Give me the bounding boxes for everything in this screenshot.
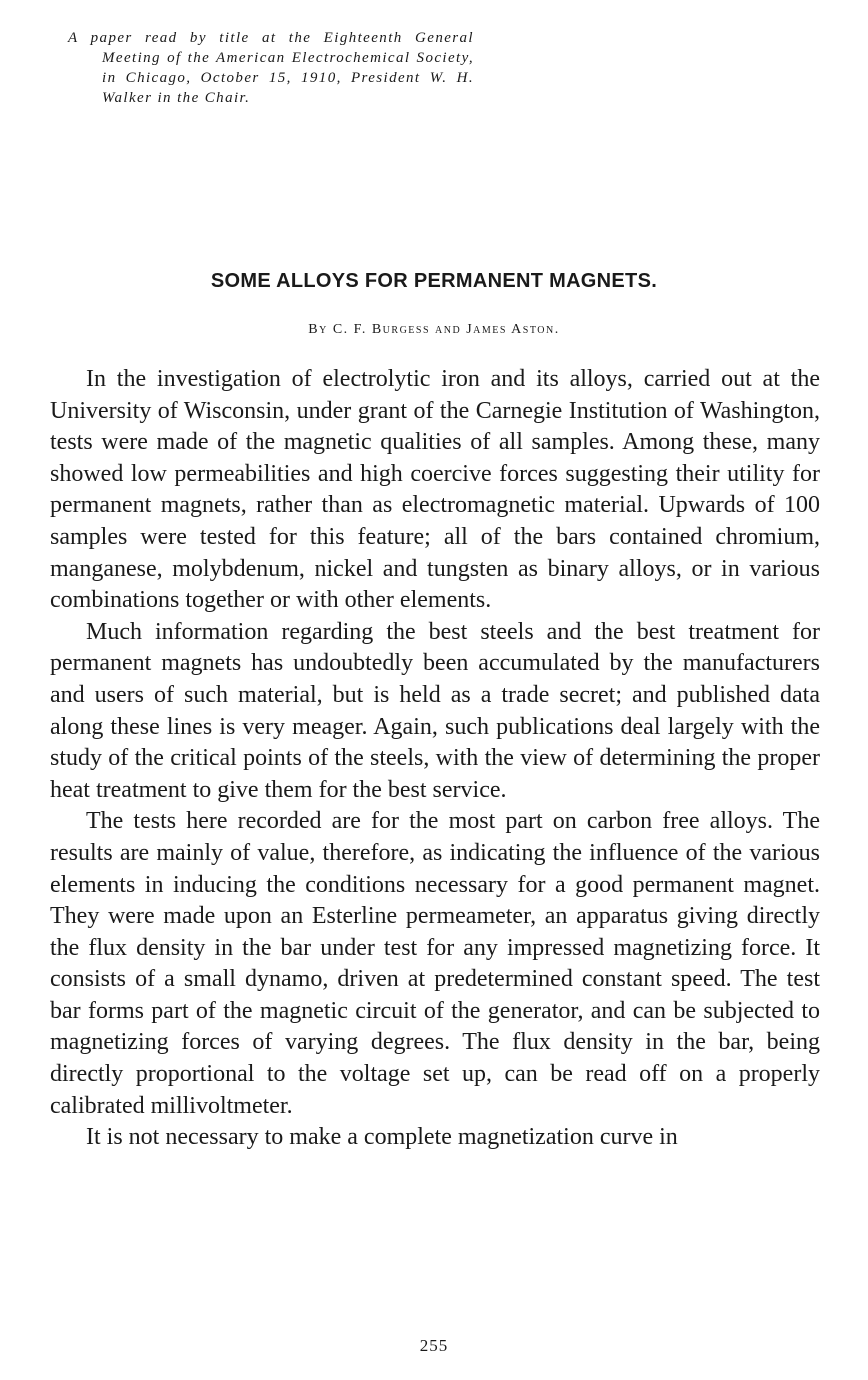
paragraph-2: Much information regarding the best steels and the best treatment for permanent magnets has undoubtedly been accumulated by the manufacturers and users of such material, but is held as a trade secret; and published data along these lines is very meager. Again, such publications deal largely with the study of the critical points of the steels, with the view of determining the proper heat treatment to give them for the best service.: [50, 618, 820, 803]
paragraph-1: In the investigation of electrolytic iron and its alloys, carried out at the University of Wisconsin, under grant of the Carnegie Institution of Washington, tests were made of the magnetic qualities of all samples. Among these, many showed low permeabilities and high coercive forces suggesting their utility for permanent magnets, rather than as electromagnetic material. Upwards of 100 samples were tested for this feature; all of the bars contained chromium, manganese, molybdenum, nickel and tungsten as binary alloys, or in various combinations together or with other elements.: [50, 366, 820, 614]
paragraph-3: The tests here recorded are for the most part on carbon free alloys. The results are mainly of value, therefore, as indicating the influence of the various elements in inducing the conditions necessary for a good permanent magnet. They were made upon an Esterline permeameter, an apparatus giving directly the flux density in the bar under test for any impressed magnetizing force. It consists of a small dynamo, driven at predetermined constant speed. The test bar forms part of the magnetic circuit of the generator, and can be subjected to magnetizing forces of varying degrees. The flux density in the bar, being directly proportional to the voltage set up, can be read off on a properly calibrated millivoltmeter.: [50, 808, 820, 1119]
paragraph-4: It is not necessary to make a complete magnetization curve in: [86, 1124, 678, 1151]
article-title: SOME ALLOYS FOR PERMANENT MAGNETS.: [210, 270, 658, 292]
page-number: 255: [419, 1336, 449, 1355]
byline: By C. F. Burgess and James Aston.: [308, 322, 560, 337]
meeting-note: A paper read by title at the Eighteenth General Meeting of the American Electrochemical Society, in Chicago, October 15, 1910, President W. H. Walker in the Chair.: [68, 30, 474, 106]
article-body: [50, 364, 820, 1154]
